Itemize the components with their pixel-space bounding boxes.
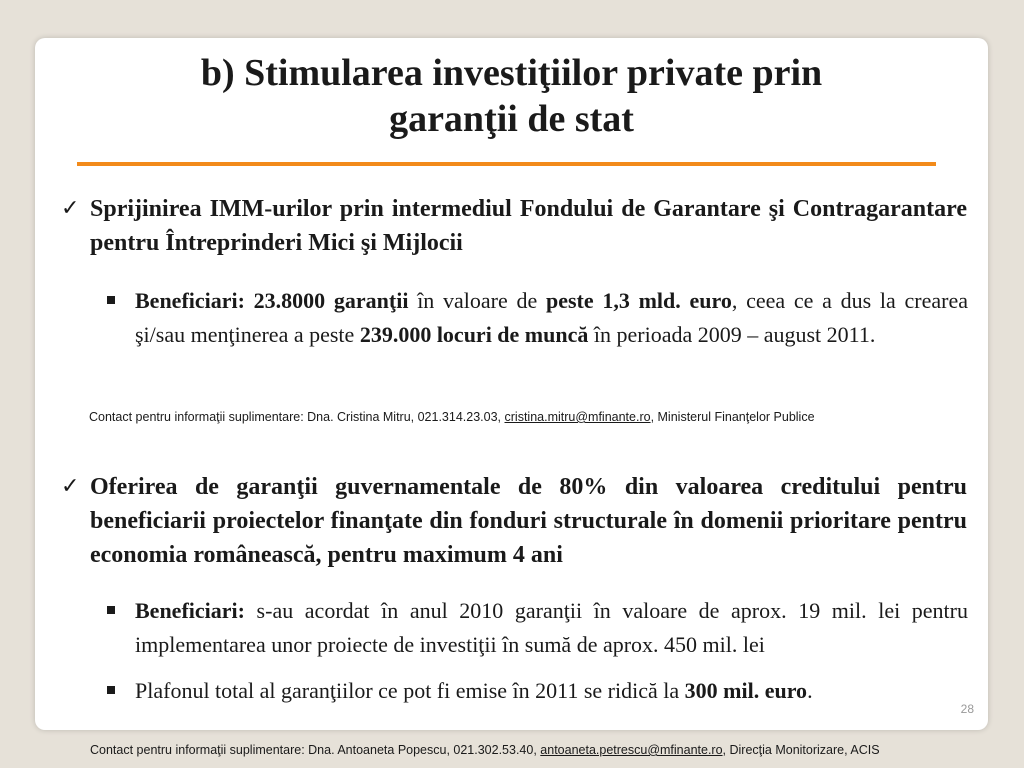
footer-email-link[interactable]: antoaneta.petrescu@mfinante.ro — [540, 743, 723, 757]
text: în valoare de — [408, 288, 546, 313]
contact-text: Contact pentru informaţii suplimentare: Dna. Cristina Mitru, 021.314.23.03, — [89, 410, 505, 424]
section2-bullet2 — [135, 674, 968, 708]
bold-text: garanţii — [325, 288, 409, 313]
section1-bullet1 — [135, 284, 968, 352]
title-line-2: garanţii de stat — [389, 98, 634, 140]
square-bullet-icon — [107, 606, 115, 614]
bold-text: peste 1,3 mld. euro — [545, 288, 732, 313]
text: , ceea ce a dus la crearea şi/sau menţinerea a peste — [135, 288, 968, 347]
text: . — [807, 678, 813, 703]
bold-text: Beneficiari: 23.8000 — [135, 288, 326, 313]
bold-text: Beneficiari: — [135, 598, 245, 623]
section2-heading: Oferirea de garanţii guvernamentale de 80% din valoarea creditului pentru beneficiarii proiectelor finanţate din fonduri structurale în domenii prioritare pentru economia românească, pentru maximum 4 ani — [90, 474, 967, 568]
page-number: 28 — [960, 702, 974, 716]
footer-text: Contact pentru informaţii suplimentare: Dna. Antoaneta Popescu, 021.302.53.40, — [90, 743, 541, 757]
section2-bullet1 — [135, 594, 968, 662]
bold-text: 300 mil. euro — [684, 678, 808, 703]
checkmark-icon: ✓ — [61, 196, 80, 221]
bold-text: 239.000 locuri de muncă — [359, 322, 589, 347]
slide — [35, 38, 988, 730]
slide-title — [35, 50, 988, 142]
square-bullet-icon — [107, 296, 115, 304]
text: s-au acordat în anul 2010 garanţii în valoare de aprox. 19 mil. lei pentru implementarea unor proiecte de investiţii în sumă de aprox. 450 mil. lei — [135, 598, 968, 657]
contact-email-link[interactable]: cristina.mitru@mfinante.ro — [504, 410, 651, 424]
text: în perioada 2009 – august 2011. — [588, 322, 876, 347]
contact-suffix: , Ministerul Finanţelor Publice — [650, 410, 815, 424]
title-line-1: b) Stimularea investiţiilor private prin — [200, 52, 823, 94]
title-underline — [77, 162, 936, 166]
contact-note-1 — [89, 410, 815, 424]
checkmark-icon: ✓ — [61, 474, 80, 499]
square-bullet-icon — [107, 686, 115, 694]
footer-contact — [90, 743, 880, 757]
text: Plafonul total al garanţiilor ce pot fi emise în 2011 se ridică la — [135, 678, 685, 703]
footer-suffix: , Direcţia Monitorizare, ACIS — [722, 743, 880, 757]
section1-heading: Sprijinirea IMM-urilor prin intermediul Fondului de Garantare şi Contragarantare pentru Întreprinderi Mici şi Mijlocii — [90, 196, 967, 256]
